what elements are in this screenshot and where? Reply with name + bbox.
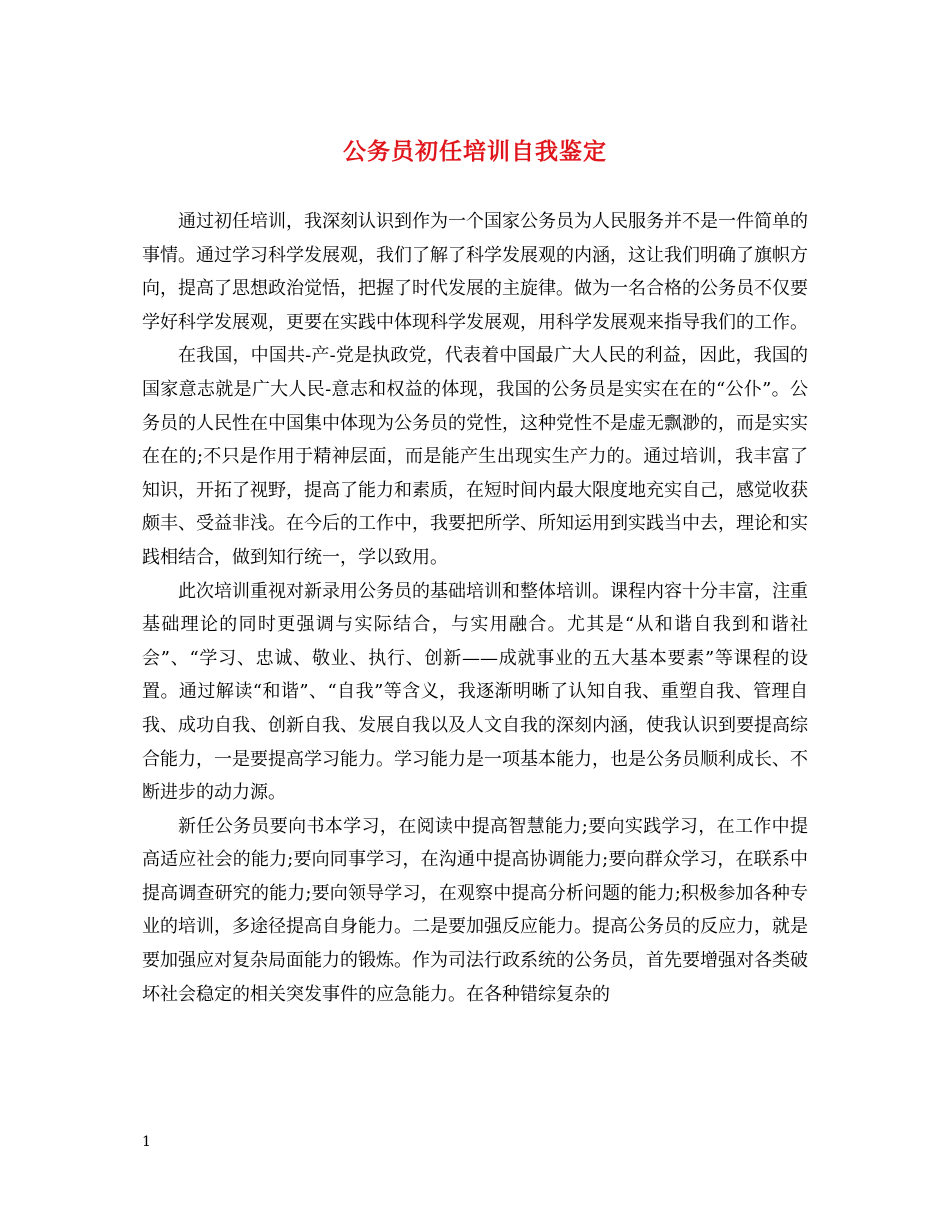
paragraph-3: 此次培训重视对新录用公务员的基础培训和整体培训。课程内容十分丰富，注重基础理论的同时更强调与实际结合，与实用融合。尤其是“从和谐自我到和谐社会”、“学习、忠诚、敬业、执行、创新——成就事业的五大基本要素”等课程的设置。通过解读“和谐”、“自我”等含义，我逐渐明晰了认知自我、重塑自我、管理自我、成功自我、创新自我、发展自我以及人文自我的深刻内涵，使我认识到要提高综合能力，一是要提高学习能力。学习能力是一项基本能力，也是公务员顺利成长、不断进步的动力源。 (142, 580, 808, 804)
page-number: 1 (142, 1134, 151, 1150)
document-title: 公务员初任培训自我鉴定 (343, 138, 607, 165)
paragraph-4: 新任公务员要向书本学习，在阅读中提高智慧能力;要向实践学习，在工作中提高适应社会的能力;要向同事学习，在沟通中提高协调能力;要向群众学习，在联系中提高调查研究的能力;要向领导学习，在观察中提高分析问题的能力;积极参加各种专业的培训，多途径提高自身能力。二是要加强反应能力。提高公务员的反应力，就是要加强应对复杂局面能力的锻炼。作为司法行政系统的公务员，首先要增强对各类破坏社会稳定的相关突发事件的应急能力。在各种错综复杂的 (142, 815, 808, 1005)
paragraph-2: 在我国，中国共-产-党是执政党，代表着中国最广大人民的利益，因此，我国的国家意志就是广大人民-意志和权益的体现，我国的公务员是实实在在的“公仆”。公务员的人民性在中国集中体现为公务员的党性，这种党性不是虚无飘渺的，而是实实在在的;不只是作用于精神层面，而是能产生出现实生产力的。通过培训，我丰富了知识，开拓了视野，提高了能力和素质，在短时间内最大限度地充实自己，感觉收获颇丰、受益非浅。在今后的工作中，我要把所学、所知运用到实践当中去，理论和实践相结合，做到知行统一，学以致用。 (142, 345, 808, 568)
document-body (142, 205, 808, 1011)
paragraph-1: 通过初任培训，我深刻认识到作为一个国家公务员为人民服务并不是一件简单的事情。通过学习科学发展观，我们了解了科学发展观的内涵，这让我们明确了旗帜方向，提高了思想政治觉悟，把握了时代发展的主旋律。做为一名合格的公务员不仅要学好科学发展观，更要在实践中体现科学发展观，用科学发展观来指导我们的工作。 (142, 211, 808, 333)
